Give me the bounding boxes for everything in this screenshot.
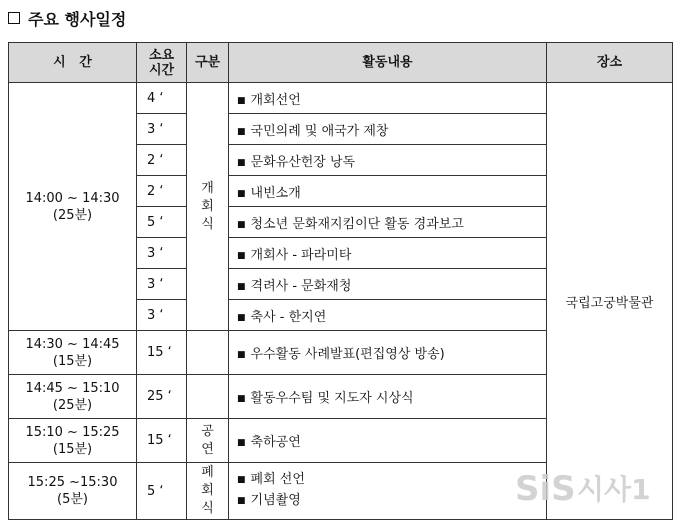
category-char: 회 <box>201 483 214 498</box>
col-header-duration-line1: 소요 <box>148 47 175 63</box>
activity-cell <box>229 331 547 375</box>
watermark-logo <box>515 462 665 512</box>
time-total: (25분) <box>52 397 93 413</box>
activity-text: 축사 - 한지연 <box>250 309 327 325</box>
activity-text: 청소년 문화재지킴이단 활동 경과보고 <box>250 216 464 232</box>
square-bullet-icon: ■ <box>237 394 246 404</box>
activity-text: 국민의례 및 애국가 제창 <box>250 123 389 139</box>
time-total: (15분) <box>52 353 93 369</box>
watermark-name: 시사1 <box>577 473 651 506</box>
duration-cell: 2 ‘ <box>137 176 187 207</box>
schedule-table <box>8 42 673 520</box>
category-cell <box>187 331 229 375</box>
duration-cell: 15 ‘ <box>137 419 187 463</box>
time-range: 15:25 ~15:30 <box>27 475 118 490</box>
place-cell: 국립고궁박물관 <box>547 83 673 520</box>
activity-cell <box>229 375 547 419</box>
time-total: (5분) <box>57 492 88 507</box>
category-char: 폐 <box>201 465 214 480</box>
activity-cell <box>229 83 547 114</box>
duration-cell: 5 ‘ <box>137 207 187 238</box>
category-char: 식 <box>201 216 214 232</box>
category-char: 개 <box>201 180 214 196</box>
square-bullet-icon: ■ <box>237 250 246 261</box>
duration-cell: 3 ‘ <box>137 114 187 145</box>
table-row <box>9 83 673 114</box>
square-bullet-icon: ■ <box>237 219 246 230</box>
square-bullet-icon: ■ <box>237 281 246 292</box>
duration-cell: 3 ‘ <box>137 269 187 300</box>
category-char: 공 <box>201 423 214 439</box>
square-bullet-icon: ■ <box>237 157 246 168</box>
watermark-brand: SiS <box>515 469 576 509</box>
activity-text: 격려사 - 문화재청 <box>250 278 352 294</box>
square-bullet-icon: ■ <box>237 126 246 137</box>
activity-text: 개회선언 <box>250 92 301 108</box>
category-cell <box>187 419 229 463</box>
activity-cell <box>229 300 547 331</box>
duration-cell: 4 ‘ <box>137 83 187 114</box>
category-cell <box>187 463 229 520</box>
activity-cell <box>229 463 547 520</box>
activity-text: 우수활동 사례발표(편집영상 방송) <box>250 347 445 362</box>
duration-cell: 2 ‘ <box>137 145 187 176</box>
square-bullet-icon: ■ <box>237 188 246 199</box>
activity-text: 폐회 선언 <box>250 472 305 487</box>
activity-cell <box>229 419 547 463</box>
time-range: 14:00 ~ 14:30 <box>25 190 120 206</box>
activity-cell <box>229 269 547 300</box>
time-cell <box>9 331 137 375</box>
time-range: 15:10 ~ 15:25 <box>25 424 120 440</box>
activity-text: 개회사 - 파라미타 <box>250 247 352 263</box>
section-title: 주요 행사일정 <box>28 9 127 29</box>
square-bullet-icon: ■ <box>237 496 246 506</box>
time-cell <box>9 83 137 331</box>
square-bullet-icon: ■ <box>237 312 246 323</box>
activity-text: 축하공연 <box>250 435 301 450</box>
square-bullet-icon: ■ <box>237 350 246 360</box>
col-header-place: 장소 <box>547 43 673 83</box>
category-cell <box>187 83 229 331</box>
square-bullet-icon: ■ <box>237 475 246 485</box>
activity-text: 문화유산헌장 낭독 <box>250 154 356 170</box>
activity-text: 내빈소개 <box>250 185 301 201</box>
activity-text: 활동우수팀 및 지도자 시상식 <box>250 391 414 406</box>
square-bullet-icon: ■ <box>237 95 246 106</box>
activity-cell <box>229 114 547 145</box>
section-heading <box>8 4 126 32</box>
col-header-duration <box>137 43 187 83</box>
category-char: 회 <box>201 198 214 214</box>
col-header-category: 구분 <box>187 43 229 83</box>
col-header-activity: 활동내용 <box>229 43 547 83</box>
duration-cell: 3 ‘ <box>137 300 187 331</box>
activity-cell <box>229 238 547 269</box>
time-cell <box>9 375 137 419</box>
time-cell <box>9 463 137 520</box>
activity-text: 기념촬영 <box>250 493 301 508</box>
category-char: 연 <box>201 441 214 457</box>
time-range: 14:45 ~ 15:10 <box>25 380 120 396</box>
duration-cell: 3 ‘ <box>137 238 187 269</box>
activity-cell <box>229 207 547 238</box>
activity-cell <box>229 176 547 207</box>
category-cell <box>187 375 229 419</box>
duration-cell: 5 ‘ <box>137 463 187 520</box>
category-char: 식 <box>201 501 214 516</box>
col-header-duration-line2: 시간 <box>148 62 175 78</box>
duration-cell: 15 ‘ <box>137 331 187 375</box>
activity-cell <box>229 145 547 176</box>
square-bullet-icon: ■ <box>237 438 246 448</box>
duration-cell: 25 ‘ <box>137 375 187 419</box>
time-total: (15분) <box>52 441 93 457</box>
time-cell <box>9 419 137 463</box>
checkbox-square-icon <box>8 12 20 24</box>
col-header-time: 시 간 <box>9 43 137 83</box>
header-row <box>9 43 673 83</box>
time-range: 14:30 ~ 14:45 <box>25 336 120 352</box>
time-total: (25분) <box>52 207 93 223</box>
